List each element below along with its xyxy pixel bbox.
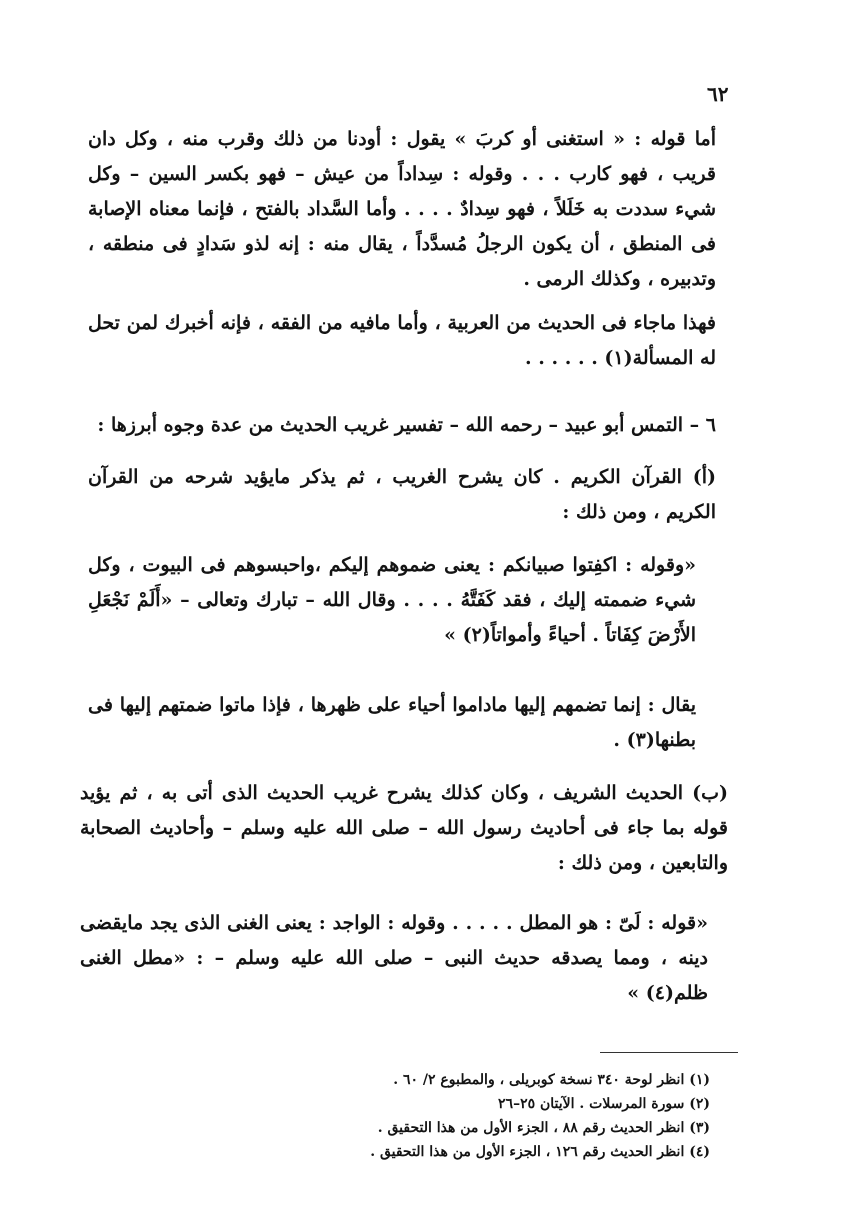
quote-a	[88, 548, 696, 653]
quote-a-text: «وقوله : اكفِتوا صبيانكم : يعنى ضموهم إليكم ،واحبسوهم فى البيوت ، وكل شيء ضممته إليك ، فقد كَفَتَّهُ . . . . وقال الله – تبارك وتعالى – «أَلَمْ نَجْعَلِ الأَرْضَ كِفَاتاً . أحياءً وأمواتاً(٢) »	[88, 554, 696, 646]
section-6-heading	[88, 408, 716, 443]
section-6-text: ٦ – التمس أبو عبيد – رحمه الله – تفسير غريب الحديث من عدة وجوه أبرزها :	[97, 414, 716, 436]
page-number: ٦٢	[707, 82, 729, 106]
footnote-2: (٢) سورة المرسلات . الآيتان ٢٥–٢٦	[498, 1096, 710, 1112]
footnote-divider	[600, 1052, 738, 1053]
explanation-a	[88, 688, 696, 758]
quote-b	[80, 906, 708, 1011]
paragraph-1-text: أما قوله : « استغنى أو كربَ » يقول : أودنا من ذلك وقرب منه ، وكل دان قريب ، فهو كارب . . . وقوله : سِداداً من عيش – فهو بكسر السين – وكل شيء سددت به خَلَلاً ، فهو سِدادٌ . . . . وأما السَّداد بالفتح ، فإنما معناه الإصابة فى المنطق ، أن يكون الرجلُ مُسدَّداً ، يقال منه : إنه لذو سَدادٍ فى منطقه ، وتدبيره ، وكذلك الرمى .	[88, 128, 716, 290]
paragraph-2-text: فهذا ماجاء فى الحديث من العربية ، وأما مافيه من الفقه ، فإنه أخبرك لمن تحل له المسألة(١) . . . . . .	[88, 312, 716, 369]
item-a	[88, 460, 716, 530]
footnote-3: (٣) انظر الحديث رقم ٨٨ ، الجزء الأول من هذا التحقيق .	[377, 1120, 710, 1136]
explanation-a-text: يقال : إنما تضمهم إليها ماداموا أحياء على ظهرها ، فإذا ماتوا ضمتهم إليها فى بطنها(٣) .	[88, 694, 696, 751]
item-b	[80, 776, 728, 881]
footnote-1: (١) انظر لوحة ٣٤٠ نسخة كوبريلى ، والمطبوع ٢/ ٦٠ .	[393, 1072, 710, 1088]
quote-b-text: «قوله : لَىّ : هو المطل . . . . . وقوله : الواجد : يعنى الغنى الذى يجد مايقضى دينه ، ومما يصدقه حديث النبى – صلى الله عليه وسلم – : «مطل الغنى ظلم(٤) »	[80, 912, 708, 1004]
paragraph-2	[88, 306, 716, 376]
paragraph-1	[88, 122, 716, 297]
footnote-4: (٤) انظر الحديث رقم ١٢٦ ، الجزء الأول من هذا التحقيق .	[370, 1144, 710, 1160]
item-a-text: (أ) القرآن الكريم . كان يشرح الغريب ، ثم يذكر مايؤيد شرحه من القرآن الكريم ، ومن ذلك :	[88, 466, 716, 523]
item-b-text: (ب) الحديث الشريف ، وكان كذلك يشرح غريب الحديث الذى أتى به ، ثم يؤيد قوله بما جاء فى أحاديث رسول الله – صلى الله عليه وسلم – وأحاديث الصحابة والتابعين ، ومن ذلك :	[80, 782, 728, 874]
footnotes	[300, 1068, 710, 1164]
